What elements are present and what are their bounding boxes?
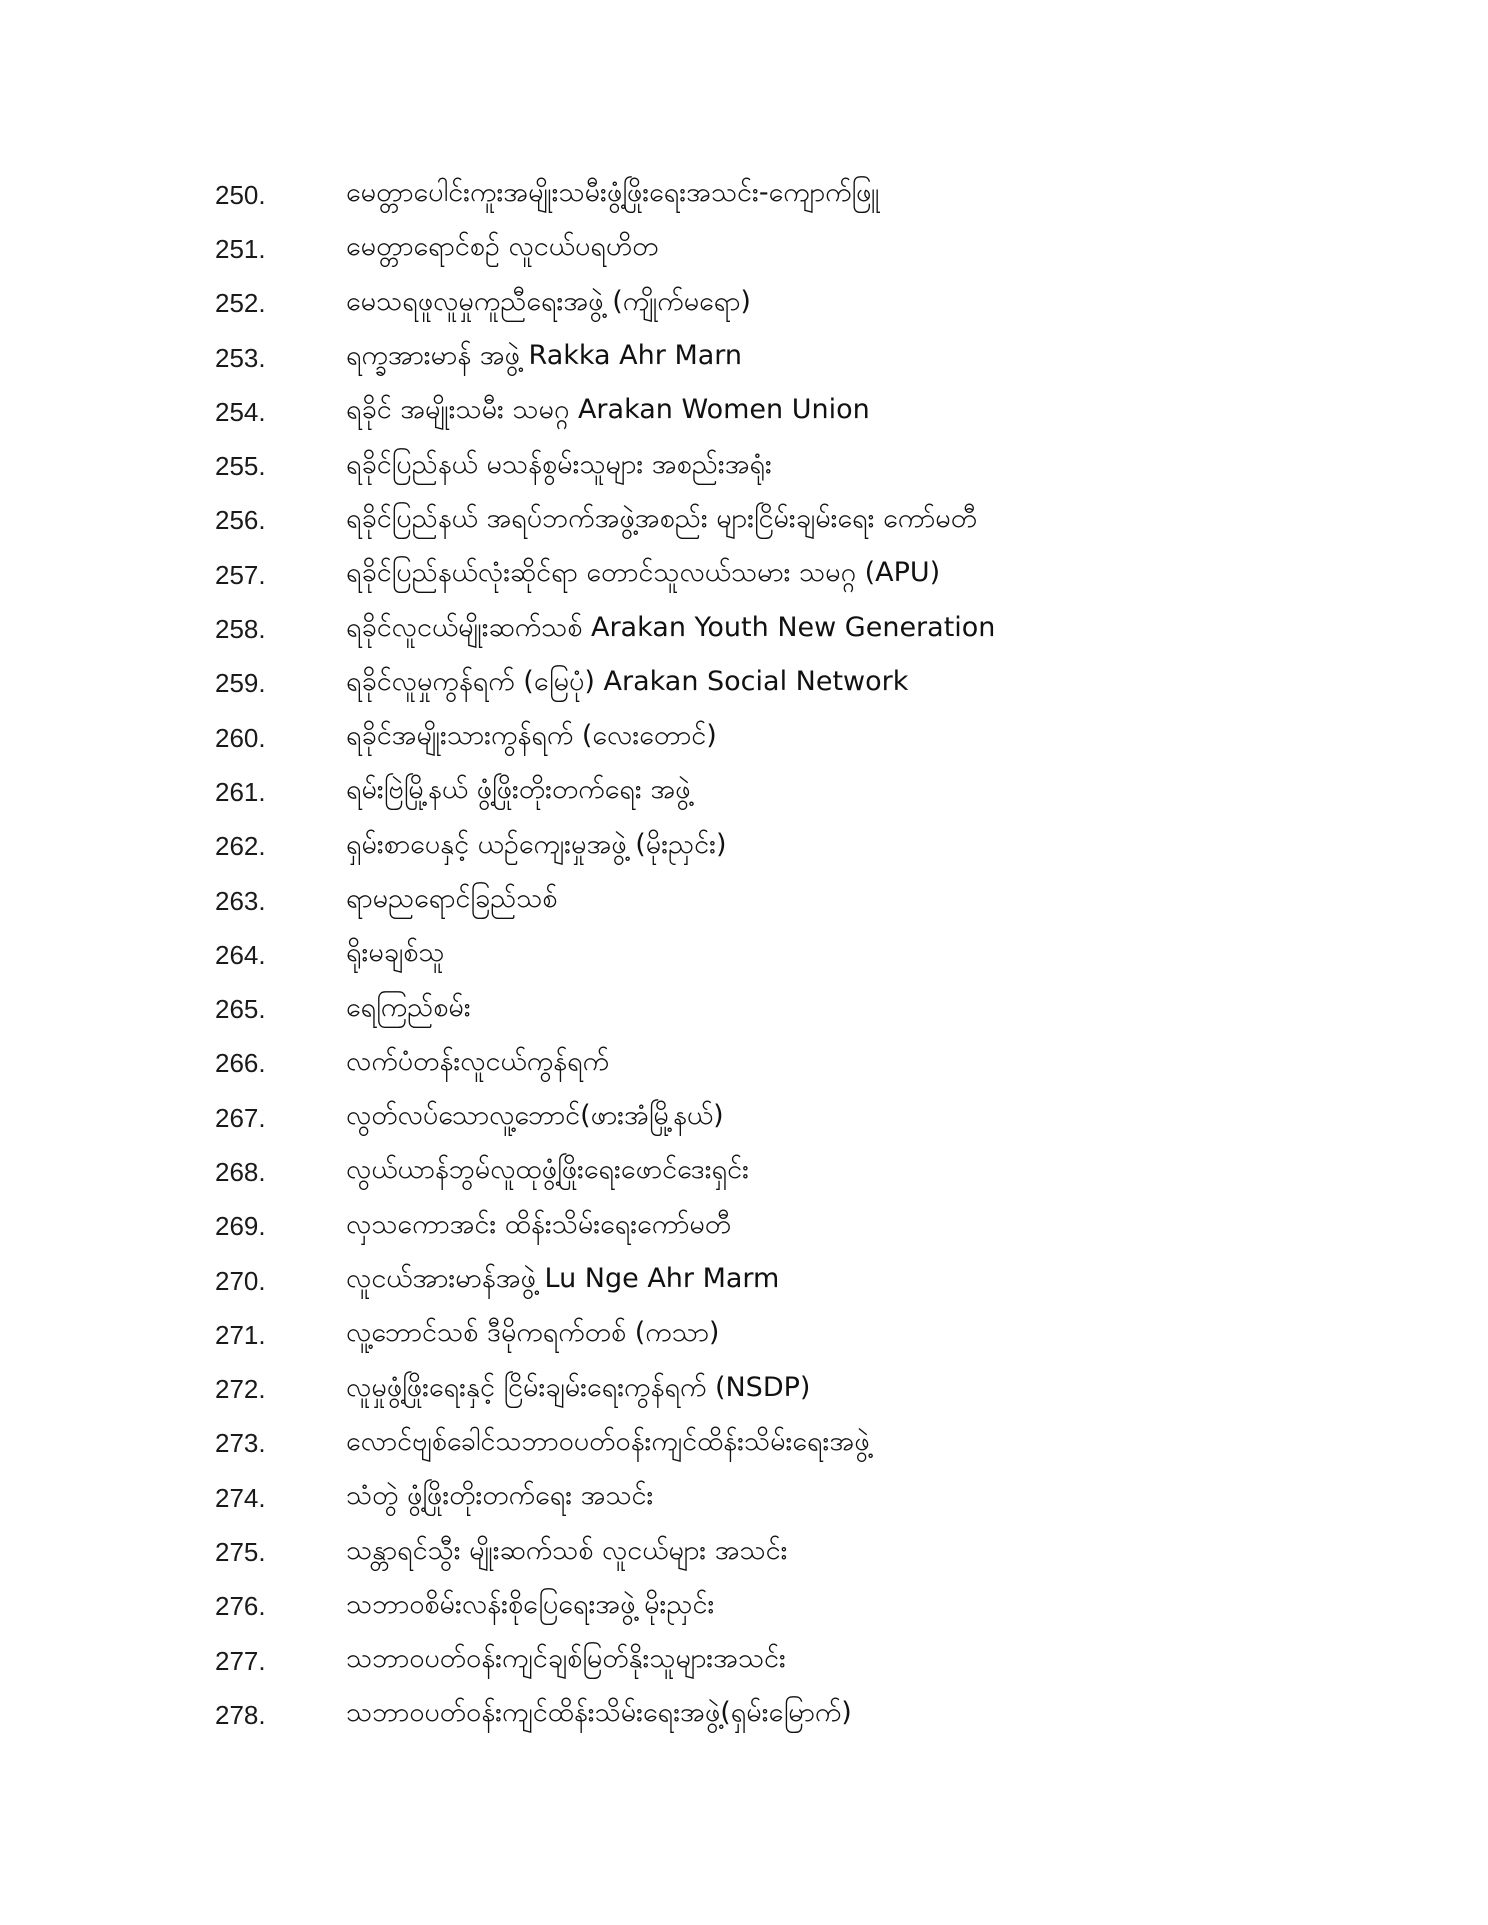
list-item	[215, 1580, 1395, 1634]
list-item-text: ရခိုင်ပြည်နယ် အရပ်ဘက်အဖွဲ့အစည်း များငြိမ်းချမ်းရေး ကော်မတီ	[346, 502, 977, 534]
list-item-text: သံတွဲ ဖွံ့ဖြိုးတိုးတက်ရေး အသင်း	[346, 1480, 654, 1512]
list-item	[215, 711, 1395, 765]
list-item-text: မေသရဖူလူမှုကူညီရေးအဖွဲ့ (ကျိုက်မရော)	[346, 285, 751, 317]
list-item-number: 269.	[215, 1211, 266, 1242]
list-item	[215, 1308, 1395, 1362]
list-item-text: လောင်ဗျစ်ခေါင်သဘာဝပတ်ဝန်းကျင်ထိန်းသိမ်းရေးအဖွဲ့	[346, 1425, 870, 1457]
list-item	[215, 1525, 1395, 1579]
list-item-number: 262.	[215, 831, 266, 862]
list-item-text: သဘာဝပတ်ဝန်းကျင်ချစ်မြတ်နိုးသူများအသင်း	[346, 1643, 786, 1675]
list-item-text: ရခိုင်လူမှုကွန်ရက် (မြေပုံ) Arakan Social Network	[346, 665, 909, 697]
list-item-number: 254.	[215, 396, 266, 427]
list-item-number: 272.	[215, 1374, 266, 1405]
list-item	[215, 765, 1395, 819]
list-item-number: 258.	[215, 614, 266, 645]
list-item-number: 256.	[215, 505, 266, 536]
list-item-number: 268.	[215, 1156, 266, 1187]
list-item-text: မေတ္တာရောင်စဉ် လူငယ်ပရဟိတ	[346, 231, 659, 263]
list-item-text: ရခိုင်ပြည်နယ် မသန်စွမ်းသူများ အစည်းအရုံး	[346, 448, 772, 480]
list-item	[215, 820, 1395, 874]
list-item-text: လူမှုဖွံ့ဖြိုးရေးနှင့် ငြိမ်းချမ်းရေးကွန်ရက် (NSDP)	[346, 1371, 811, 1403]
list-item-text: ရေကြည်စမ်း	[346, 991, 471, 1023]
list-item	[215, 657, 1395, 711]
list-item	[215, 1363, 1395, 1417]
list-item	[215, 548, 1395, 602]
list-item-text: ရခိုင်အမျိုးသားကွန်ရက် (လေးတောင်)	[346, 720, 717, 752]
list-item	[215, 1417, 1395, 1471]
list-item	[215, 874, 1395, 928]
list-item-number: 259.	[215, 668, 266, 699]
list-item-text: လက်ပံတန်းလူငယ်ကွန်ရက်	[346, 1045, 610, 1077]
list-item-text: သဘာဝပတ်ဝန်းကျင်ထိန်းသိမ်းရေးအဖွဲ့(ရှမ်းမြောက်)	[346, 1697, 852, 1729]
list-item-text: လူ့ဘောင်သစ် ဒီမိုကရက်တစ် (ကသာ)	[346, 1317, 720, 1349]
list-item-text: လွတ်လပ်သောလူ့ဘောင်(ဖားအံမြို့နယ်)	[346, 1100, 724, 1132]
list-item-text: ရခိုင်လူငယ်မျိုးဆက်သစ် Arakan Youth New Generation	[346, 611, 996, 643]
list-item-number: 278.	[215, 1699, 266, 1730]
list-item-number: 274.	[215, 1482, 266, 1513]
list-item-text: လူငယ်အားမာန်အဖွဲ့ Lu Nge Ahr Marm	[346, 1263, 780, 1295]
list-item	[215, 1037, 1395, 1091]
list-item	[215, 1254, 1395, 1308]
list-item-text: မေတ္တာပေါင်းကူးအမျိုးသမီးဖွံ့ဖြိုးရေးအသင်း-ကျောက်ဖြူ	[346, 177, 880, 209]
list-item-number: 252.	[215, 288, 266, 319]
list-item-text: ရခိုင် အမျိုးသမီး သမဂ္ဂ Arakan Women Union	[346, 394, 870, 426]
list-item	[215, 1634, 1395, 1688]
list-item-number: 267.	[215, 1102, 266, 1133]
list-item-text: ရက္ခအားမာန် အဖွဲ့ Rakka Ahr Marn	[346, 340, 743, 372]
list-item	[215, 439, 1395, 493]
list-item	[215, 277, 1395, 331]
list-item-number: 264.	[215, 939, 266, 970]
list-item-number: 261.	[215, 776, 266, 807]
list-item-text: ရှမ်းစာပေနှင့် ယဉ်ကျေးမှုအဖွဲ့ (မိုးညှင်း)	[346, 828, 727, 860]
list-item	[215, 168, 1395, 222]
list-item-number: 273.	[215, 1428, 266, 1459]
list-item	[215, 331, 1395, 385]
list-item-number: 251.	[215, 233, 266, 264]
list-item-number: 276.	[215, 1591, 266, 1622]
list-item	[215, 494, 1395, 548]
list-item	[215, 385, 1395, 439]
list-item-text: လှသကောအင်း ထိန်းသိမ်းရေးကော်မတီ	[346, 1208, 732, 1240]
list-item-number: 260.	[215, 722, 266, 753]
list-item-text: ရခိုင်ပြည်နယ်လုံးဆိုင်ရာ တောင်သူလယ်သမား သမဂ္ဂ (APU)	[346, 557, 941, 589]
list-item-number: 265.	[215, 994, 266, 1025]
list-item-number: 255.	[215, 451, 266, 482]
list-item-number: 250.	[215, 179, 266, 210]
list-item	[215, 1091, 1395, 1145]
list-item-text: သဘာဝစိမ်းလန်းစိုပြေရေးအဖွဲ့ မိုးညှင်း	[346, 1588, 715, 1620]
list-item	[215, 1200, 1395, 1254]
list-item-text: ရာမညရောင်ခြည်သစ်	[346, 883, 558, 914]
list-item-number: 277.	[215, 1645, 266, 1676]
list-item-number: 271.	[215, 1319, 266, 1350]
list-item	[215, 1688, 1395, 1742]
list-item-text: ရိုးမချစ်သူ	[346, 937, 445, 969]
list-item	[215, 1145, 1395, 1199]
list-item-number: 270.	[215, 1265, 266, 1296]
list-item	[215, 602, 1395, 656]
list-item-text: သန္တာရင်သွီး မျိုးဆက်သစ် လူငယ်များ အသင်း	[346, 1534, 788, 1566]
list-item	[215, 1471, 1395, 1525]
list-item-text: ရမ်းဗြဲမြို့နယ် ဖွံ့ဖြိုးတိုးတက်ရေး အဖွဲ့	[346, 774, 691, 806]
list-item	[215, 222, 1395, 276]
organization-list	[215, 168, 1395, 1743]
list-item-text: လွယ်ယာန်ဘွမ်လူထုဖွံ့ဖြိုးရေးဖောင်ဒေးရှင်း	[346, 1154, 749, 1186]
list-item-number: 266.	[215, 1048, 266, 1079]
list-item-number: 275.	[215, 1537, 266, 1568]
list-item	[215, 928, 1395, 982]
list-item-number: 253.	[215, 342, 266, 373]
list-item-number: 257.	[215, 559, 266, 590]
list-item-number: 263.	[215, 885, 266, 916]
list-item	[215, 982, 1395, 1036]
